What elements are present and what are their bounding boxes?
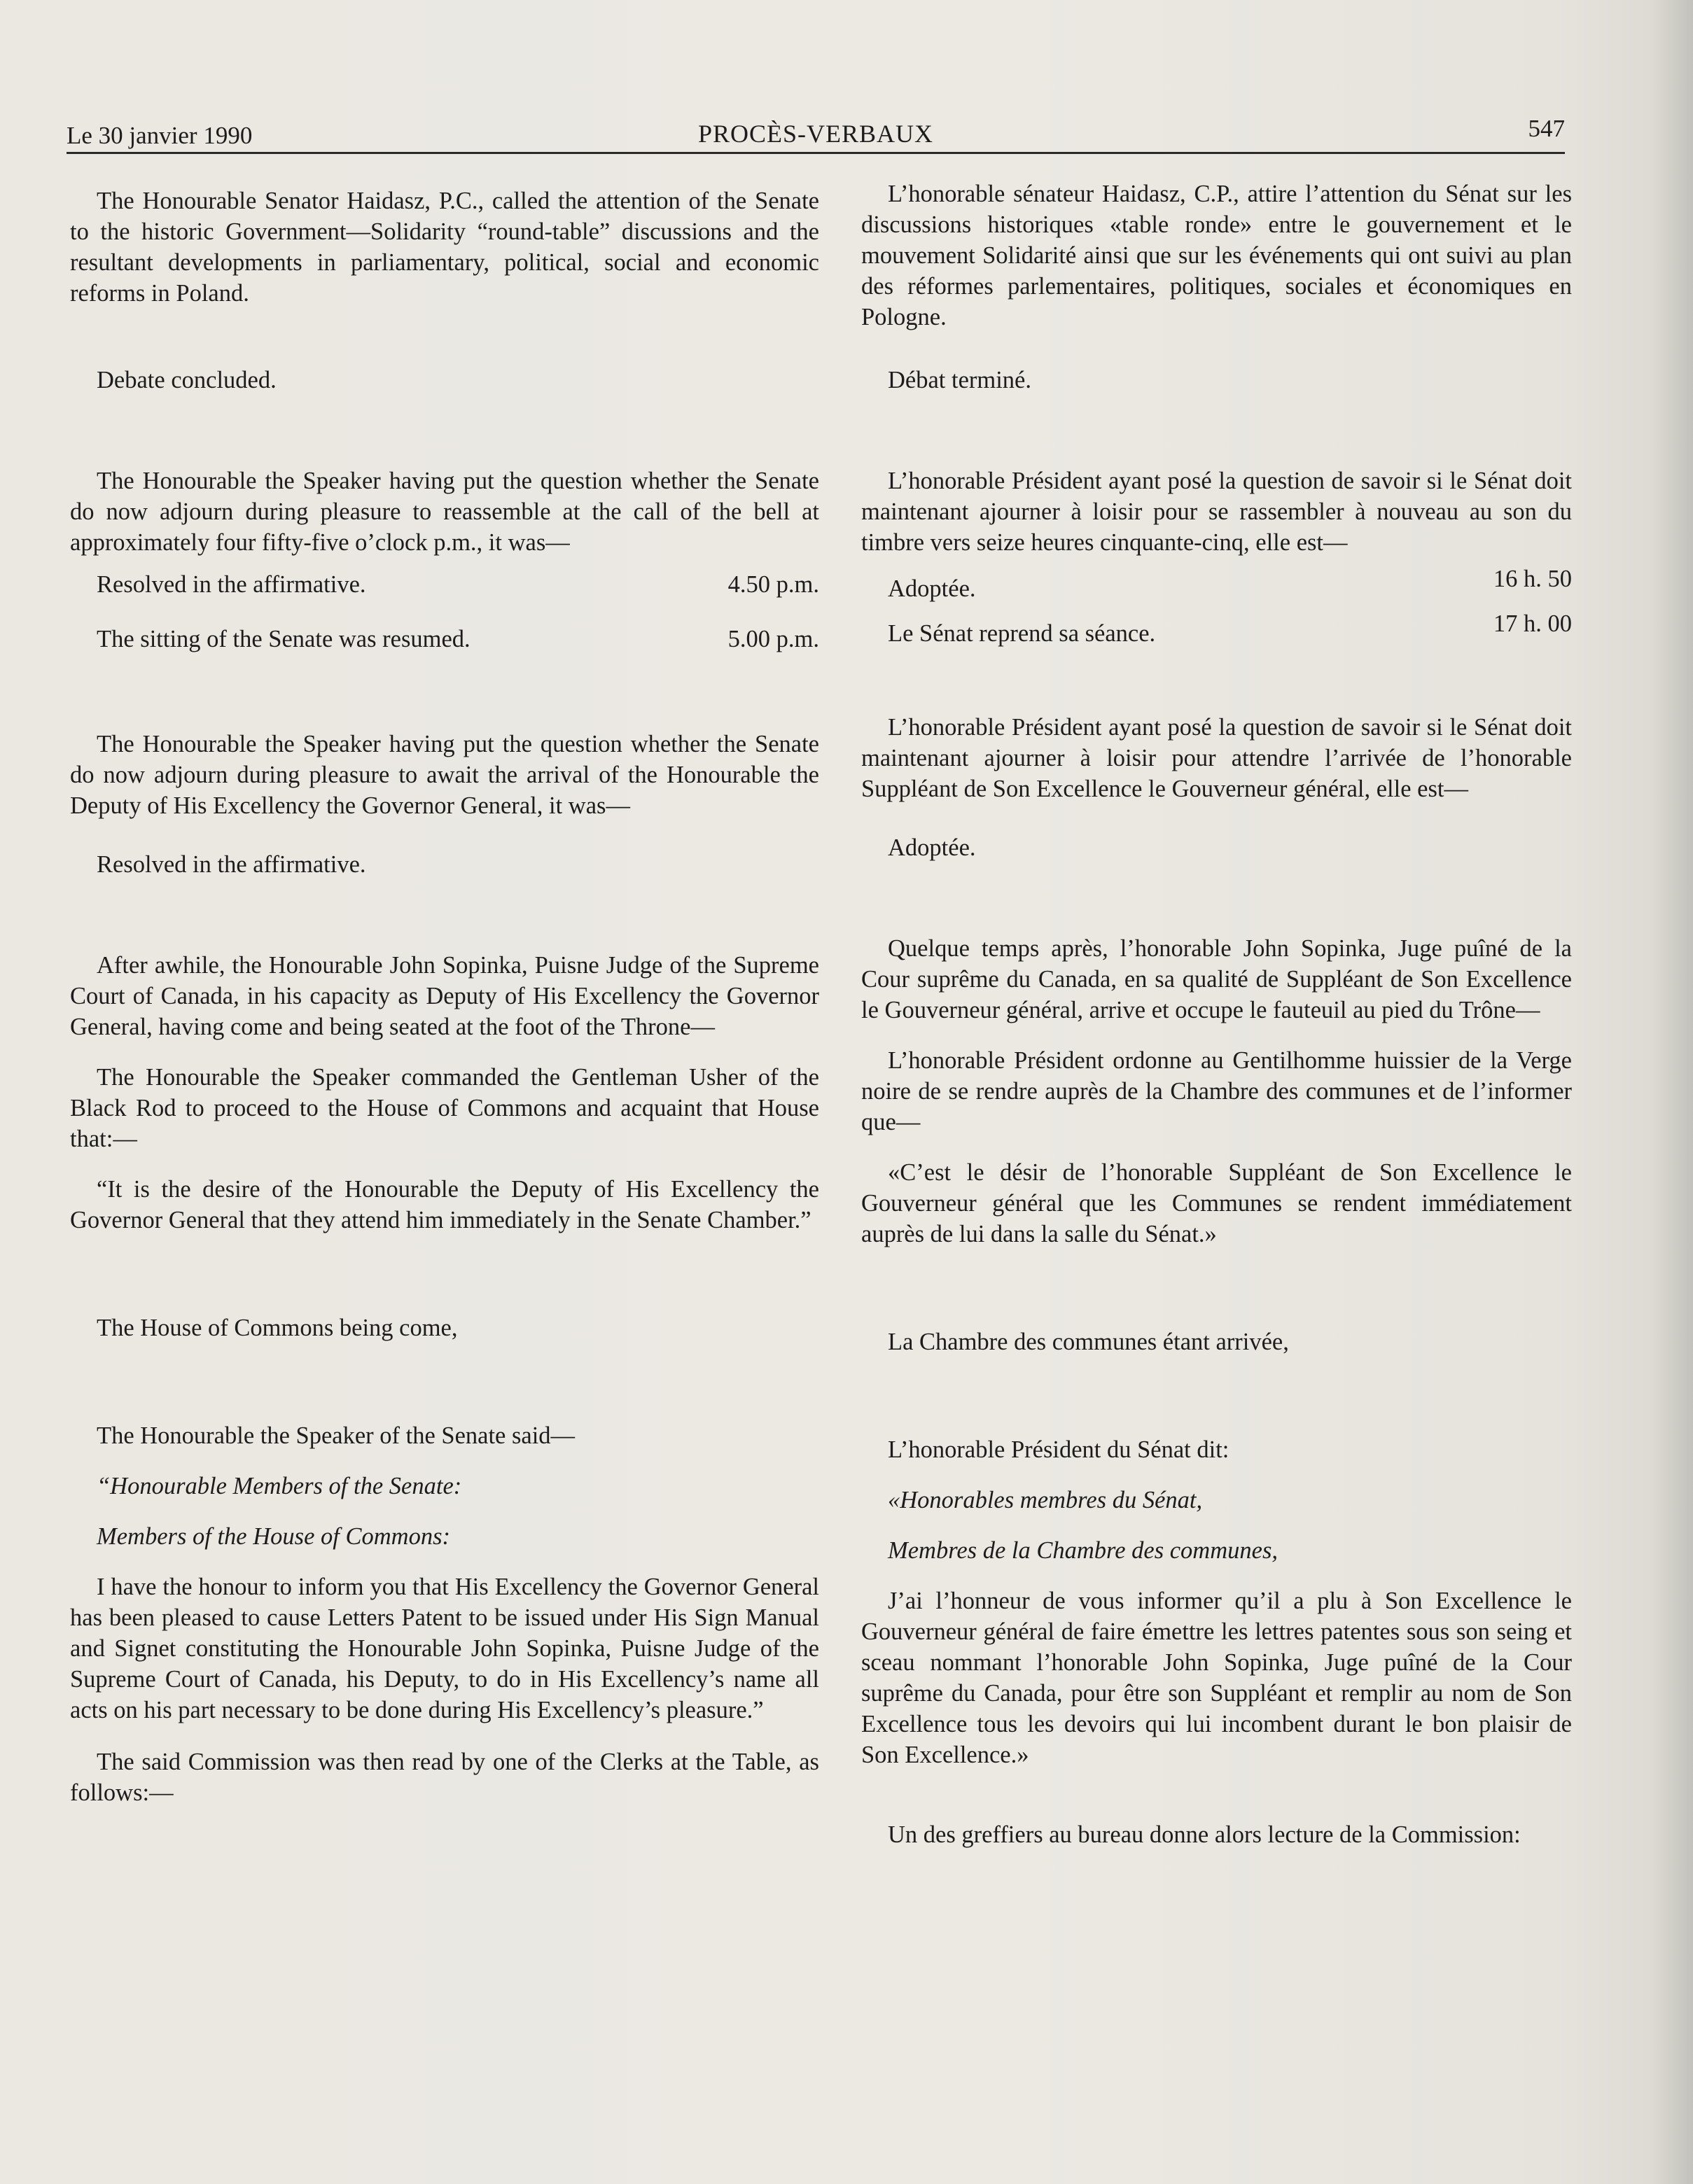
right-paragraph-desir: «C’est le désir de l’honorable Suppléant de Son Excellence le Gouverneur général que les Communes se rendent immédiatement auprès de lui dans la salle du Sénat.» (861, 1159, 1572, 1247)
right-adoptee-1: Adoptée. (888, 575, 976, 602)
left-sitting-resumed: The sitting of the Senate was resumed. (97, 626, 471, 652)
page-number: 547 (1528, 115, 1565, 142)
right-time-2: 17 h. 00 (1493, 610, 1572, 637)
left-speaker-said: The Honourable the Speaker of the Senate said— (97, 1422, 576, 1449)
left-house-of-commons-come: The House of Commons being come, (97, 1315, 458, 1341)
left-paragraph-commission-read: The said Commission was then read by one of the Clerks at the Table, as follows:— (70, 1749, 819, 1806)
right-debat-termine: Débat terminé. (888, 367, 1031, 393)
left-paragraph-black-rod: The Honourable the Speaker commanded the Gentleman Usher of the Black Rod to proceed to the House of Commons and acquaint that House that:— (70, 1064, 819, 1152)
page-edge-shadow (1651, 0, 1693, 2184)
english-column (70, 178, 819, 1808)
right-paragraph-verge-noire: L’honorable Président ordonne au Gentilhomme huissier de la Verge noire de se rendre auprès de la Chambre des communes et de l’informer que— (861, 1047, 1572, 1135)
left-debate-concluded: Debate concluded. (97, 367, 277, 393)
left-paragraph-sopinka-arrival: After awhile, the Honourable John Sopinka, Puisne Judge of the Supreme Court of Canada, in his capacity as Deputy of His Excellency the Governor General, having come and being seated at the foot of the Throne— (70, 952, 819, 1040)
right-paragraph-president-question-1: L’honorable Président ayant posé la question de savoir si le Sénat doit maintenant ajourner à loisir pour se rassembler à nouveau au son du timbre vers seize heures cinquante-cinq, elle est— (861, 468, 1572, 556)
right-paragraph-sopinka-arrivee: Quelque temps après, l’honorable John Sopinka, Juge puîné de la Cour suprême du Canada, en sa qualité de Suppléant de Son Excellence le Gouverneur général, arrive et occupe le fauteuil au pied du Trône— (861, 935, 1572, 1023)
right-paragraph-president-question-2: L’honorable Président ayant posé la question de savoir si le Sénat doit maintenant ajourner à loisir pour attendre l’arrivée de l’honorable Suppléant de Son Excellence le Gouverneur général, elle est— (861, 714, 1572, 802)
left-paragraph-haidasz: The Honourable Senator Haidasz, P.C., called the attention of the Senate to the historic Government—Solidarity “round-table” discussions and the resultant developments in parliamentary, political, social and economic reforms in Poland. (70, 188, 819, 307)
left-paragraph-speaker-question-2: The Honourable the Speaker having put the question whether the Senate do now adjourn during pleasure to await the arrival of the Honourable the Deputy of His Excellency the Governor General, it was— (70, 731, 819, 819)
right-president-dit: L’honorable Président du Sénat dit: (888, 1436, 1229, 1463)
left-resolved-1: Resolved in the affirmative. (97, 571, 366, 598)
left-address-commons: Members of the House of Commons: (97, 1523, 450, 1550)
right-adoptee-2: Adoptée. (888, 834, 976, 861)
right-time-1: 16 h. 50 (1493, 566, 1572, 592)
left-paragraph-letters-patent: I have the honour to inform you that His Excellency the Governor General has been pleased to cause Letters Patent to be issued under His Sign Manual and Signet constituting the Honourable John Sopinka, Puisne Judge of the Supreme Court of Canada, his Deputy, to do in His Excellency’s name all acts on his part necessary to be done during His Excellency’s pleasure.” (70, 1574, 819, 1723)
page-header (67, 105, 1565, 154)
left-address-senate: “Honourable Members of the Senate: (97, 1473, 462, 1499)
right-chambre-arrivee: La Chambre des communes étant arrivée, (888, 1329, 1289, 1355)
right-seance-reprise: Le Sénat reprend sa séance. (888, 620, 1156, 647)
right-paragraph-lettres-patentes: J’ai l’honneur de vous informer qu’il a plu à Son Excellence le Gouverneur général de faire émettre les lettres patentes sous son seing et sceau nommant l’honorable John Sopinka, Juge puîné de la Cour suprême du Canada, pour être son Suppléant et remplir au nom de Son Excellence tous les devoirs qui lui incombent durant le bon plaisir de Son Excellence.» (861, 1588, 1572, 1768)
left-resumed-row (70, 624, 819, 654)
left-resolved-2: Resolved in the affirmative. (97, 851, 366, 878)
right-adresse-senat: «Honorables membres du Sénat, (888, 1487, 1203, 1513)
left-paragraph-desire: “It is the desire of the Honourable the Deputy of His Excellency the Governor General that they attend him immediately in the Senate Chamber.” (70, 1176, 819, 1233)
left-time-1: 4.50 p.m. (727, 571, 819, 598)
header-date: Le 30 janvier 1990 (67, 122, 253, 149)
header-rule (67, 152, 1565, 154)
right-adresse-communes: Membres de la Chambre des communes, (888, 1537, 1279, 1564)
header-title: PROCÈS-VERBAUX (697, 120, 934, 148)
french-column (861, 178, 1572, 1850)
right-paragraph-haidasz: L’honorable sénateur Haidasz, C.P., attire l’attention du Sénat sur les discussions historiques «table ronde» entre le gouvernement et le mouvement Solidarité ainsi que sur les événements qui ont suivi au plan des réformes parlementaires, politiques, sociales et économiques en Pologne. (861, 181, 1572, 330)
left-paragraph-speaker-question-1: The Honourable the Speaker having put the question whether the Senate do now adjourn during pleasure to reassemble at the call of the bell at approximately four fifty-five o’clock p.m., it was— (70, 468, 819, 556)
left-time-2: 5.00 p.m. (727, 626, 819, 652)
left-resolved-row-1 (70, 569, 819, 600)
right-paragraph-lecture-commission: Un des greffiers au bureau donne alors lecture de la Commission: (888, 1821, 1521, 1848)
